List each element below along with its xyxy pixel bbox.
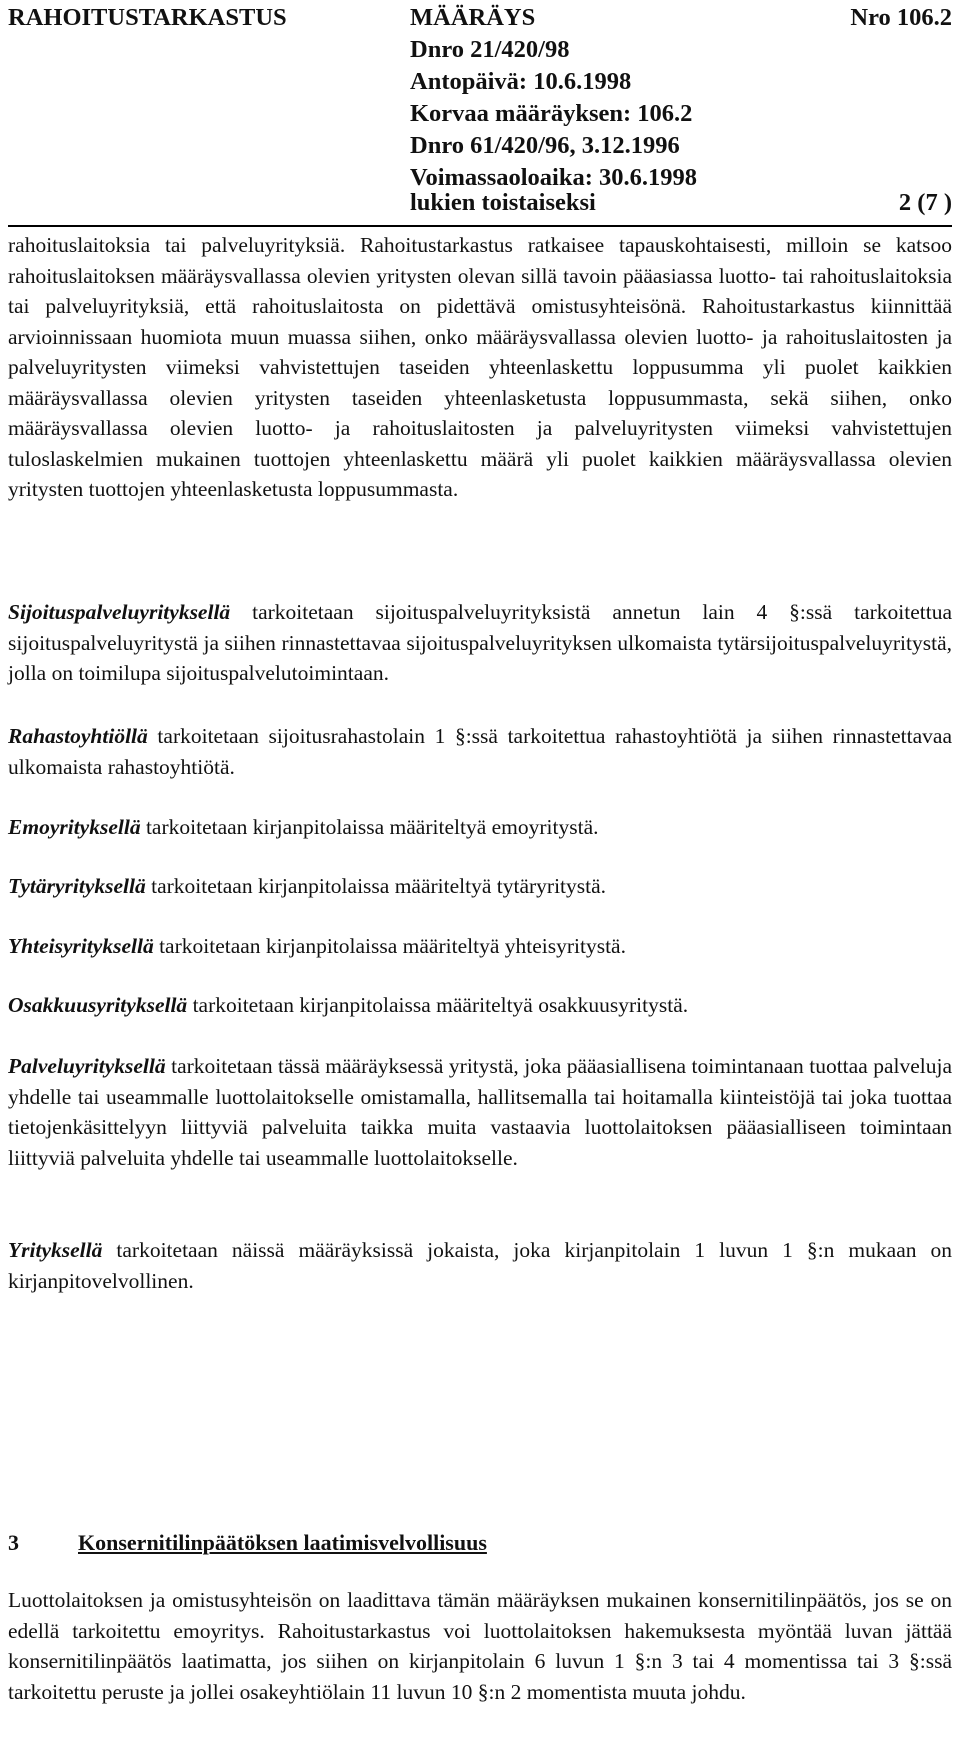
definition-text: tarkoitetaan sijoituspalveluyrityksistä annetun lain 4 §:ssä tarkoitettua sijoituspalveluyritystä ja siihen rinnastettavaa sijoituspalveluyrityksen ulkomaista tytärsijoituspalveluyritystä, jolla on toimilupa sijoituspalvelutoimintaan. xyxy=(8,600,953,685)
definition-text: tarkoitetaan näissä määräyksissä jokaista, joka kirjanpitolain 1 luvun 1 §:n mukaan on kirjanpitovelvollinen. xyxy=(8,1238,953,1293)
section-number: 3 xyxy=(8,1530,19,1555)
definition-paragraph xyxy=(8,871,952,902)
document-header xyxy=(8,0,952,240)
issuer-name: RAHOITUSTARKASTUS xyxy=(8,4,287,31)
header-rule xyxy=(8,225,952,227)
definition-term: Emoyrityksellä xyxy=(8,815,141,839)
definition-paragraph xyxy=(8,931,952,962)
regulation-number: Nro 106.2 xyxy=(850,4,952,31)
page-number: 2 (7 ) xyxy=(898,189,952,216)
definition-text: tarkoitetaan tässä määräyksessä yritystä, joka pääasiallisena toimintanaan tuottaa palveluja yhdelle tai useammalle luottolaitokselle omistamalla, hallitsemalla tai hoitamalla kiinteistöjä tai joka tuottaa tietojenkäsittelyyn liittyviä palveluita taikka muita vastaavia luottolaitoksen pääasialliseen toimintaan liittyviä palveluita yhdelle tai useammalle luottolaitokselle. xyxy=(8,1054,952,1170)
validity-period: Voimassaoloaika: 30.6.1998 xyxy=(410,164,698,191)
validity-until: lukien toistaiseksi xyxy=(410,189,596,216)
definition-paragraph xyxy=(8,1051,952,1173)
definition-term: Yrityksellä xyxy=(8,1238,103,1262)
definition-paragraph xyxy=(8,812,952,843)
definition-term: Yhteisyrityksellä xyxy=(8,934,154,958)
definition-text: tarkoitetaan kirjanpitolaissa määriteltyä osakkuusyritystä. xyxy=(192,993,689,1017)
document-type: MÄÄRÄYS xyxy=(410,4,536,31)
definition-text: tarkoitetaan kirjanpitolaissa määriteltyä emoyritystä. xyxy=(145,815,599,839)
definition-text: tarkoitetaan kirjanpitolaissa määriteltyä yhteisyritystä. xyxy=(159,934,626,958)
replaces-regulation: Korvaa määräyksen: 106.2 xyxy=(410,100,693,127)
intro-paragraph: rahoituslaitoksia tai palveluyrityksiä. Rahoitustarkastus ratkaisee tapauskohtaisesti, milloin se katsoo rahoituslaitoksen määräysvallassa olevien yritysten olevan sillä tavoin pääasiassa luotto- tai rahoituslaitoksia tai palveluyrityksiä, että rahoituslaitosta on pidettävä omistusyhteisönä. Rahoitustarkastus kiinnittää arvioinnissaan huomiota muun muassa siihen, onko määräysvallassa olevien luotto- ja rahoituslaitosten ja palveluyritysten viimeksi vahvistettujen taseiden yhteenlaskettu loppusumma yli puolet kaikkien määräysvallassa olevien yritysten taseiden yhteenlasketusta loppusummasta, sekä siihen, onko määräysvallassa olevien luotto- ja rahoituslaitosten ja palveluyritysten viimeksi vahvistettujen tuloslaskelmien mukainen tuottojen yhteenlaskettu määrä yli puolet kaikkien määräysvallassa olevien yritysten tuottojen yhteenlasketusta loppusummasta. xyxy=(8,233,952,501)
definition-term: Osakkuusyrityksellä xyxy=(8,993,188,1017)
definition-text: tarkoitetaan kirjanpitolaissa määriteltyä tytäryritystä. xyxy=(151,874,607,898)
section-paragraph: Luottolaitoksen ja omistusyhteisön on laadittava tämän määräyksen mukainen konsernitilinpäätös, jos se on edellä tarkoitettu emoyritys. Rahoitustarkastus voi luottolaitoksen hakemuksesta myöntää luvan jättää konsernitilinpäätös laatimatta, jos siihen on kirjanpitolain 6 luvun 1 §:n 3 tai 4 momentissa tai 3 §:ssä tarkoitettu peruste ja jollei osakeyhtiölain 11 luvun 10 §:n 2 momentista muuta johdu. xyxy=(8,1588,952,1704)
definition-paragraph xyxy=(8,721,952,782)
definition-text: tarkoitetaan sijoitusrahastolain 1 §:ssä tarkoitettua rahastoyhtiötä ja siihen rinnastettavaa ulkomaista rahastoyhtiötä. xyxy=(8,724,953,779)
definition-term: Sijoituspalveluyrityksellä xyxy=(8,600,231,624)
definition-paragraph xyxy=(8,1235,952,1296)
section-title: Konsernitilinpäätöksen laatimisvelvollisuus xyxy=(78,1530,487,1555)
definition-term: Palveluyrityksellä xyxy=(8,1054,166,1078)
definition-paragraph xyxy=(8,990,952,1021)
definition-term: Tytäryrityksellä xyxy=(8,874,146,898)
record-number: Dnro 21/420/98 xyxy=(410,36,570,63)
definition-paragraph xyxy=(8,597,952,689)
definition-term: Rahastoyhtiöllä xyxy=(8,724,148,748)
issue-date: Antopäivä: 10.6.1998 xyxy=(410,68,632,95)
replaced-record-number: Dnro 61/420/96, 3.12.1996 xyxy=(410,132,680,159)
